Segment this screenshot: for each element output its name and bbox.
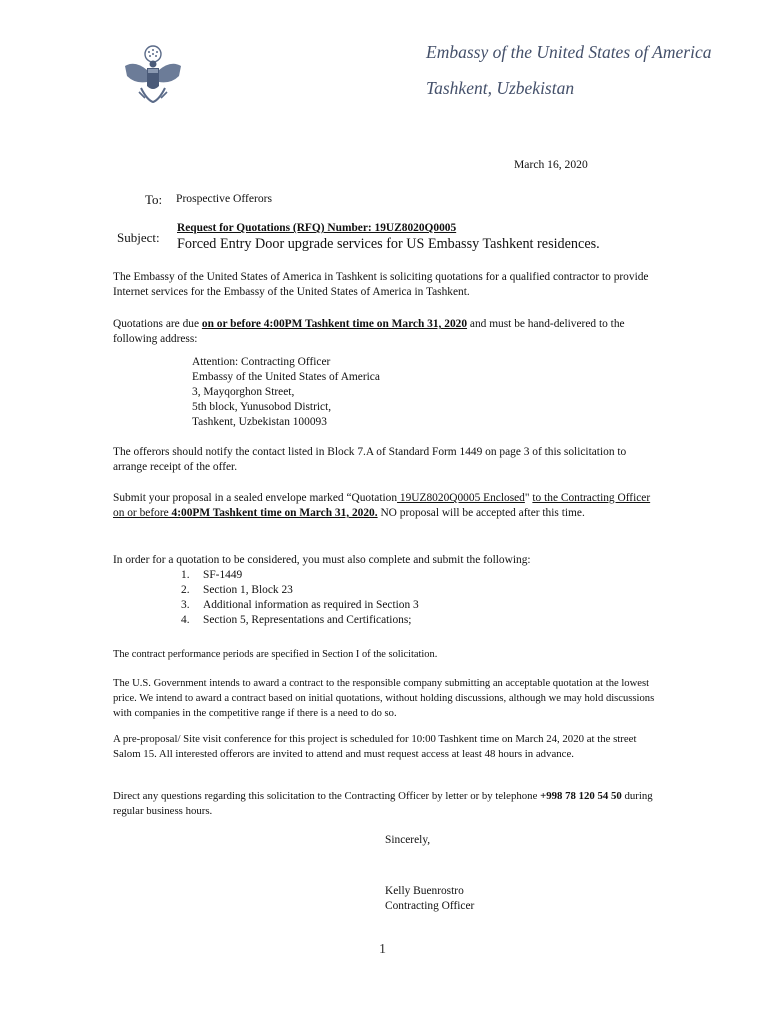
letter-date: March 16, 2020 bbox=[514, 158, 588, 171]
address-line: Attention: Contracting Officer bbox=[192, 356, 331, 368]
submit-recipient: to the Contracting Officer on or before bbox=[113, 492, 651, 519]
list-item-number: 2. bbox=[181, 584, 190, 596]
list-item bbox=[181, 568, 419, 583]
notify-paragraph: The offerors should notify the contact listed in Block 7.A of Standard Form 1449 on page 3 of this solicitation to arrange receipt of the offer. bbox=[113, 446, 627, 473]
site-visit-paragraph: A pre-proposal/ Site visit conference for this project is scheduled for 10:00 Tashkent time on March 24, 2020 at the street Salom 15. All interested offerors are invited to attend and must request access at least 48 hours in advance. bbox=[113, 733, 637, 760]
address-line: 3, Mayqorghon Street, bbox=[192, 386, 295, 398]
to-label: To: bbox=[145, 192, 163, 207]
requirements-list bbox=[181, 568, 419, 628]
submit-text-end: NO proposal will be accepted after this time. bbox=[377, 507, 585, 519]
address-line: 5th block, Yunusobod District, bbox=[192, 401, 332, 413]
page-number: 1 bbox=[379, 942, 386, 957]
contact-phone: +998 78 120 54 50 bbox=[540, 790, 622, 802]
subject-rfq-number: Request for Quotations (RFQ) Number: 19UZ8020Q0005 bbox=[177, 222, 457, 234]
due-deadline: on or before 4:00PM Tashkent time on March 31, 2020 bbox=[201, 318, 468, 330]
address-line: Tashkent, Uzbekistan 100093 bbox=[192, 416, 327, 428]
delivery-address bbox=[192, 355, 380, 430]
performance-period-paragraph: The contract performance periods are specified in Section I of the solicitation. bbox=[113, 649, 438, 660]
requirements-paragraph: In order for a quotation to be considered, you must also complete and submit the following: bbox=[113, 554, 531, 566]
submit-proposal-paragraph bbox=[113, 491, 653, 521]
embassy-city-header: Tashkent, Uzbekistan bbox=[426, 78, 575, 98]
list-item-number: 1. bbox=[181, 569, 190, 581]
list-item-text: Section 5, Representations and Certifications; bbox=[203, 614, 412, 626]
subject-label: Subject: bbox=[117, 230, 160, 245]
due-text-end: and must be hand-delivered to the following address: bbox=[113, 318, 625, 345]
embassy-name-header: Embassy of the United States of America bbox=[426, 42, 712, 62]
questions-text-end: during regular business hours. bbox=[113, 790, 653, 817]
submit-quote-mark: " bbox=[524, 492, 533, 504]
list-item bbox=[181, 598, 419, 613]
award-paragraph: The U.S. Government intends to award a contract to the responsible company submitting an acceptable quotation at the lowest price. We intend to award a contract based on initial quotations, without holding discussions, although we may hold discussions with companies in the competitive range if there is a need to do so. bbox=[113, 678, 655, 719]
submit-envelope-label: 19UZ8020Q0005 Enclosed bbox=[397, 492, 525, 504]
list-item-text: Section 1, Block 23 bbox=[203, 584, 293, 596]
intro-paragraph: The Embassy of the United States of America in Tashkent is soliciting quotations for a qualified contractor to provide Internet services for the Embassy of the United States of America in Tashkent. bbox=[113, 271, 649, 298]
list-item bbox=[181, 583, 419, 598]
subject-title: Forced Entry Door upgrade services for US Embassy Tashkent residences. bbox=[177, 236, 600, 252]
list-item-text: Additional information as required in Section 3 bbox=[203, 599, 419, 611]
list-item-number: 4. bbox=[181, 614, 190, 626]
embassy-seal-logo bbox=[117, 42, 189, 114]
closing-salutation: Sincerely, bbox=[385, 834, 431, 846]
submit-deadline: 4:00PM Tashkent time on March 31, 2020. bbox=[171, 507, 378, 519]
questions-paragraph bbox=[113, 789, 653, 819]
list-item-number: 3. bbox=[181, 599, 190, 611]
due-text-start: Quotations are due bbox=[113, 318, 202, 330]
due-date-paragraph bbox=[113, 317, 653, 347]
signer-title: Contracting Officer bbox=[385, 900, 475, 912]
address-line: Embassy of the United States of America bbox=[192, 371, 380, 383]
signer-name: Kelly Buenrostro bbox=[385, 885, 464, 897]
questions-text-start: Direct any questions regarding this solicitation to the Contracting Officer by letter or by telephone bbox=[113, 790, 541, 802]
to-value: Prospective Offerors bbox=[176, 192, 273, 205]
list-item-text: SF-1449 bbox=[203, 569, 243, 581]
list-item bbox=[181, 613, 419, 628]
submit-text-start: Submit your proposal in a sealed envelope marked “Quotation bbox=[113, 492, 398, 504]
